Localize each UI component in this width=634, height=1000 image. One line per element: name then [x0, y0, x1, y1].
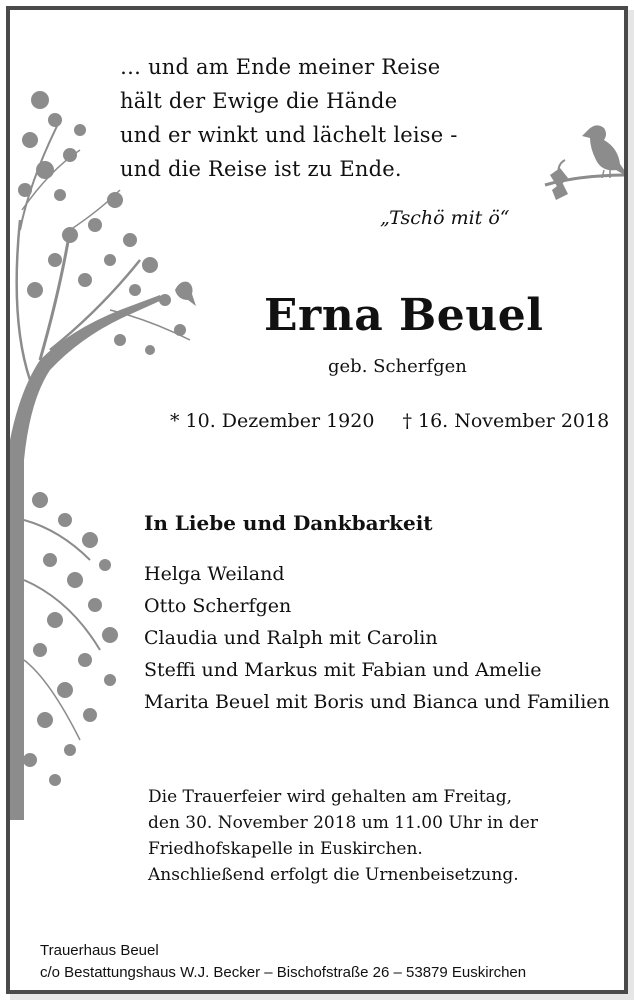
mourner: Marita Beuel mit Boris und Bianca und Familien: [144, 691, 610, 713]
footer-funeral-home: c/o Bestattungshaus W.J. Becker – Bischofstraße 26 – 53879 Euskirchen: [40, 964, 527, 981]
notice-line: Friedhofskapelle in Euskirchen.: [148, 839, 423, 859]
poem-line: und die Reise ist zu Ende.: [120, 157, 402, 181]
deceased-name: Erna Beuel: [264, 290, 544, 341]
footer-house: Trauerhaus Beuel: [40, 942, 159, 959]
motto: „Tschö mit ö“: [380, 207, 510, 229]
maiden-name: geb. Scherfgen: [328, 356, 467, 377]
mourner: Helga Weiland: [144, 563, 285, 585]
life-dates: [170, 410, 609, 432]
bird-on-branch-icon: [540, 120, 628, 205]
notice-line: Die Trauerfeier wird gehalten am Freitag,: [148, 787, 513, 807]
poem-line: und er winkt und lächelt leise -: [120, 123, 458, 147]
mourners-list: [144, 558, 610, 718]
notice-line: Anschließend erfolgt die Urnenbeisetzung.: [148, 865, 519, 885]
poem-line: hält der Ewige die Hände: [120, 89, 398, 113]
notice-line: den 30. November 2018 um 11.00 Uhr in der: [148, 813, 538, 833]
death-date: † 16. November 2018: [402, 410, 610, 432]
mourner: Steffi und Markus mit Fabian und Amelie: [144, 659, 542, 681]
poem-line: … und am Ende meiner Reise: [120, 55, 441, 79]
poem: [120, 50, 500, 186]
footer-address: [40, 940, 526, 984]
mourner: Claudia und Ralph mit Carolin: [144, 627, 438, 649]
mourner: Otto Scherfgen: [144, 595, 292, 617]
obituary-card: [6, 6, 628, 994]
service-notice: [148, 784, 538, 888]
birth-date: * 10. Dezember 1920: [170, 410, 375, 432]
thanks-heading: In Liebe und Dankbarkeit: [144, 511, 433, 535]
